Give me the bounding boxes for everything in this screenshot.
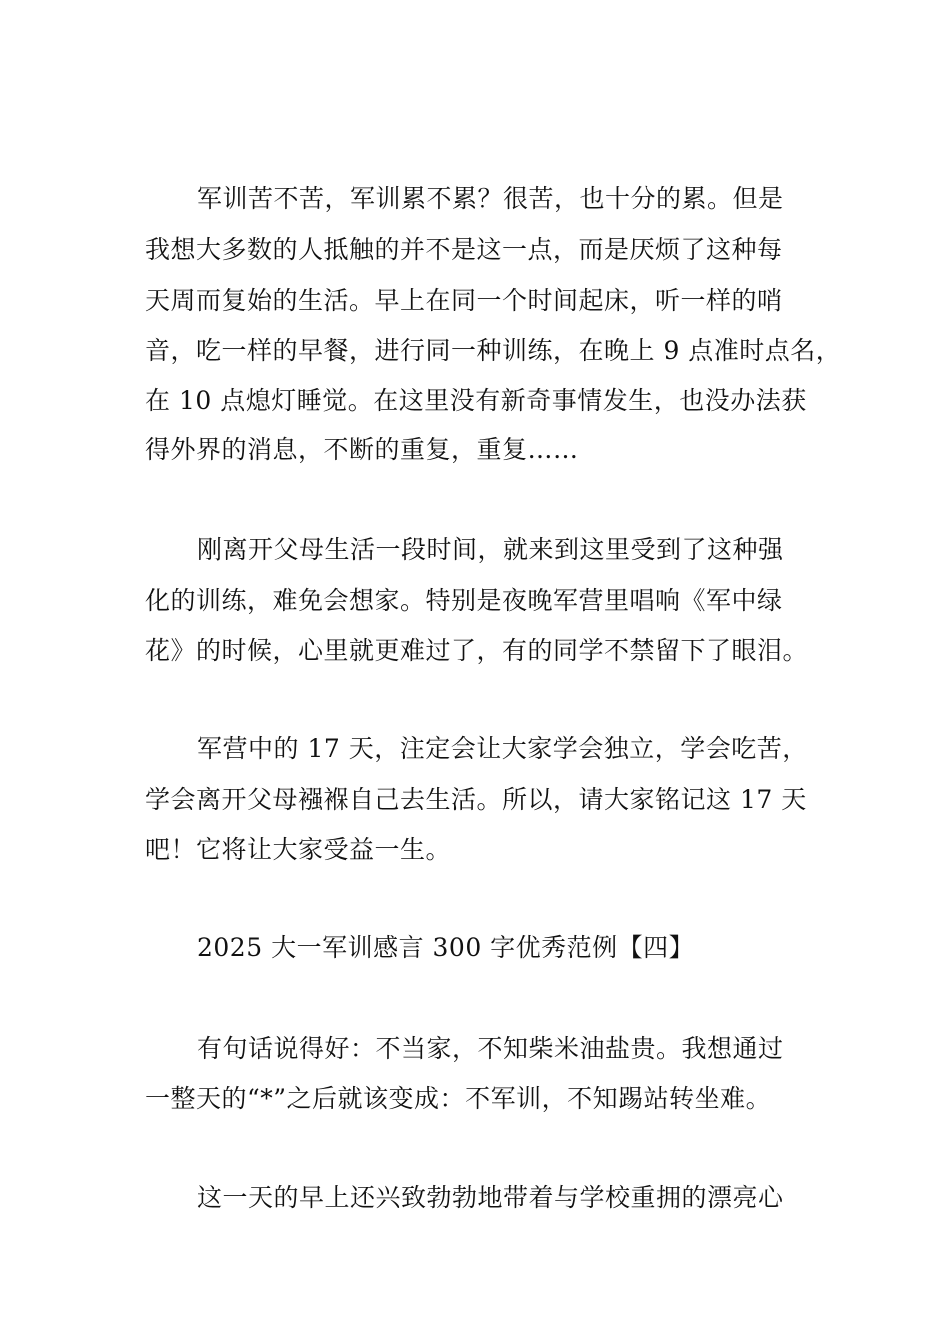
paragraph-line: 我想大多数的人抵触的并不是这一点，而是厌烦了这种每 xyxy=(145,235,783,264)
paragraph-line: 花》的时候，心里就更难过了，有的同学不禁留下了眼泪。 xyxy=(145,636,809,665)
paragraph-line: 天周而复始的生活。早上在同一个时间起床，听一样的哨 xyxy=(145,286,783,315)
paragraph-line: 在 10 点熄灯睡觉。在这里没有新奇事情发生，也没办法获 xyxy=(145,386,807,415)
paragraph-line: 有句话说得好：不当家，不知柴米油盐贵。我想通过 xyxy=(197,1034,784,1063)
section-heading-text: 2025 大一军训感言 300 字优秀范例【四】 xyxy=(197,933,695,962)
paragraph-line: 军训苦不苦，军训累不累？很苦，也十分的累。但是 xyxy=(197,184,784,213)
paragraph-line: 吧！它将让大家受益一生。 xyxy=(145,835,452,864)
paragraph-line: 这一天的早上还兴致勃勃地带着与学校重拥的漂亮心 xyxy=(197,1183,784,1212)
paragraph-line: 得外界的消息，不断的重复，重复…… xyxy=(145,435,579,464)
paragraph-line: 化的训练，难免会想家。特别是夜晚军营里唱响《军中绿 xyxy=(145,586,783,615)
paragraph-line: 一整天的“*”之后就该变成：不军训，不知踢站转坐难。 xyxy=(145,1084,772,1113)
paragraph-line: 音，吃一样的早餐，进行同一种训练，在晚上 9 点准时点名， xyxy=(145,336,842,365)
paragraph-line: 刚离开父母生活一段时间，就来到这里受到了这种强 xyxy=(197,535,784,564)
paragraph-line: 学会离开父母襁褓自己去生活。所以，请大家铭记这 17 天 xyxy=(145,785,807,814)
paragraph-line: 军营中的 17 天，注定会让大家学会独立，学会吃苦， xyxy=(197,734,808,763)
